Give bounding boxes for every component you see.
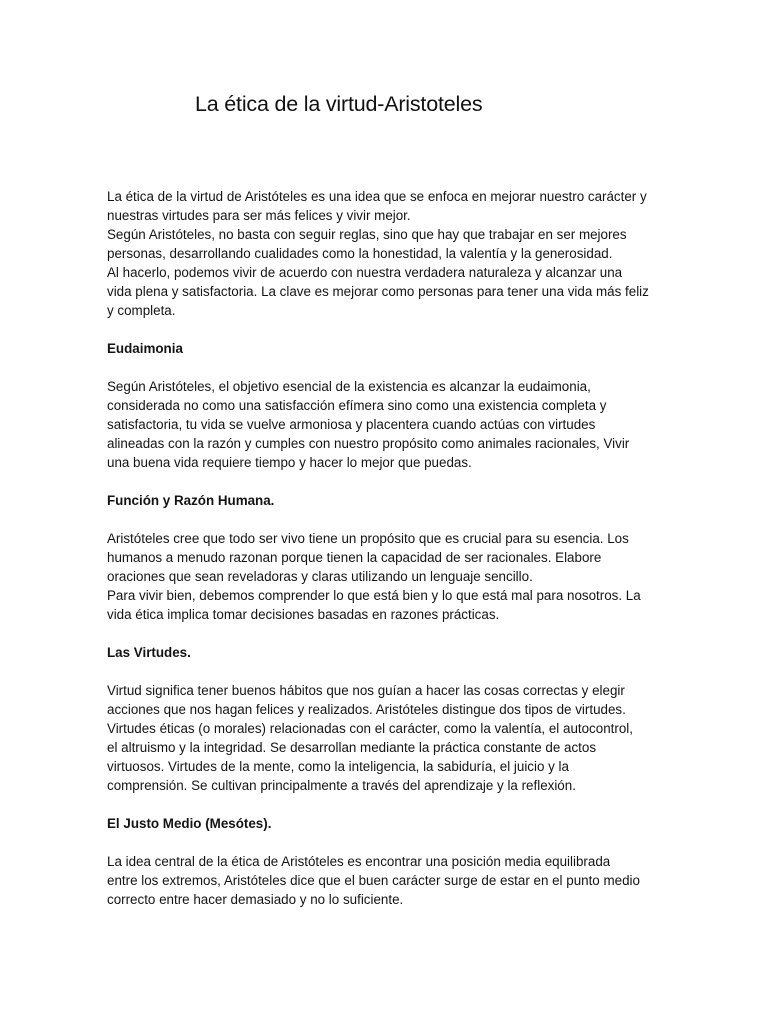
intro-line: Al hacerlo, podemos vivir de acuerdo con nuestra verdadera naturaleza y alcanzar una xyxy=(107,265,623,280)
paragraph-line: oraciones que sean reveladoras y claras utilizando un lenguaje sencillo. xyxy=(107,569,533,584)
section-heading-eudaimonia: Eudaimonia xyxy=(107,341,183,356)
paragraph-line: considerada no como una satisfacción efímera sino como una existencia completa y xyxy=(107,398,607,413)
paragraph-line: vida ética implica tomar decisiones basadas en razones prácticas. xyxy=(107,607,500,622)
intro-line: La ética de la virtud de Aristóteles es una idea que se enfoca en mejorar nuestro carácter y xyxy=(107,189,647,204)
intro-line: Según Aristóteles, no basta con seguir reglas, sino que hay que trabajar en ser mejores xyxy=(107,227,627,242)
paragraph-line: correcto entre hacer demasiado y no lo suficiente. xyxy=(107,892,404,907)
intro-line: vida plena y satisfactoria. La clave es mejorar como personas para tener una vida más feliz xyxy=(107,284,649,299)
section-heading-justo-medio: El Justo Medio (Mesótes). xyxy=(107,816,272,831)
paragraph-line: La idea central de la ética de Aristóteles es encontrar una posición media equilibrada xyxy=(107,854,611,869)
paragraph-line: Virtudes éticas (o morales) relacionadas con el carácter, como la valentía, el autocontrol, xyxy=(107,721,633,736)
intro-paragraph xyxy=(107,187,667,320)
section-paragraph-virtudes xyxy=(107,681,667,795)
paragraph-line: Según Aristóteles, el objetivo esencial de la existencia es alcanzar la eudaimonia, xyxy=(107,379,591,394)
paragraph-line: comprensión. Se cultivan principalmente a través del aprendizaje y la reflexión. xyxy=(107,778,576,793)
intro-line: nuestras virtudes para ser más felices y vivir mejor. xyxy=(107,208,411,223)
paragraph-line: una buena vida requiere tiempo y hacer lo mejor que puedas. xyxy=(107,455,472,470)
document-body xyxy=(107,187,667,909)
paragraph-line: Aristóteles cree que todo ser vivo tiene un propósito que es crucial para su esencia. Los xyxy=(107,531,629,546)
section-paragraph-eudaimonia xyxy=(107,377,667,472)
paragraph-line: entre los extremos, Aristóteles dice que el buen carácter surge de estar en el punto medio xyxy=(107,873,640,888)
paragraph-line: humanos a menudo razonan porque tienen la capacidad de ser racionales. Elabore xyxy=(107,550,602,565)
paragraph-line: alineadas con la razón y cumples con nuestro propósito como animales racionales, Vivir xyxy=(107,436,630,451)
paragraph-line: Para vivir bien, debemos comprender lo que está bien y lo que está mal para nosotros. La xyxy=(107,588,641,603)
section-heading-funcion: Función y Razón Humana. xyxy=(107,493,275,508)
paragraph-line: el altruismo y la integridad. Se desarrollan mediante la práctica constante de actos xyxy=(107,740,597,755)
paragraph-line: acciones que nos hagan felices y realizados. Aristóteles distingue dos tipos de virtudes. xyxy=(107,702,626,717)
section-paragraph-justo-medio xyxy=(107,852,667,909)
intro-line: y completa. xyxy=(107,303,176,318)
intro-line: personas, desarrollando cualidades como la honestidad, la valentía y la generosidad. xyxy=(107,246,613,261)
section-paragraph-funcion xyxy=(107,529,667,624)
document-title: La ética de la virtud-Aristoteles xyxy=(195,92,483,116)
paragraph-line: satisfactoria, tu vida se vuelve armoniosa y placentera cuando actúas con virtudes xyxy=(107,417,596,432)
paragraph-line: Virtud significa tener buenos hábitos que nos guían a hacer las cosas correctas y elegir xyxy=(107,683,625,698)
paragraph-line: virtuosos. Virtudes de la mente, como la inteligencia, la sabiduría, el juicio y la xyxy=(107,759,569,774)
section-heading-virtudes: Las Virtudes. xyxy=(107,645,191,660)
